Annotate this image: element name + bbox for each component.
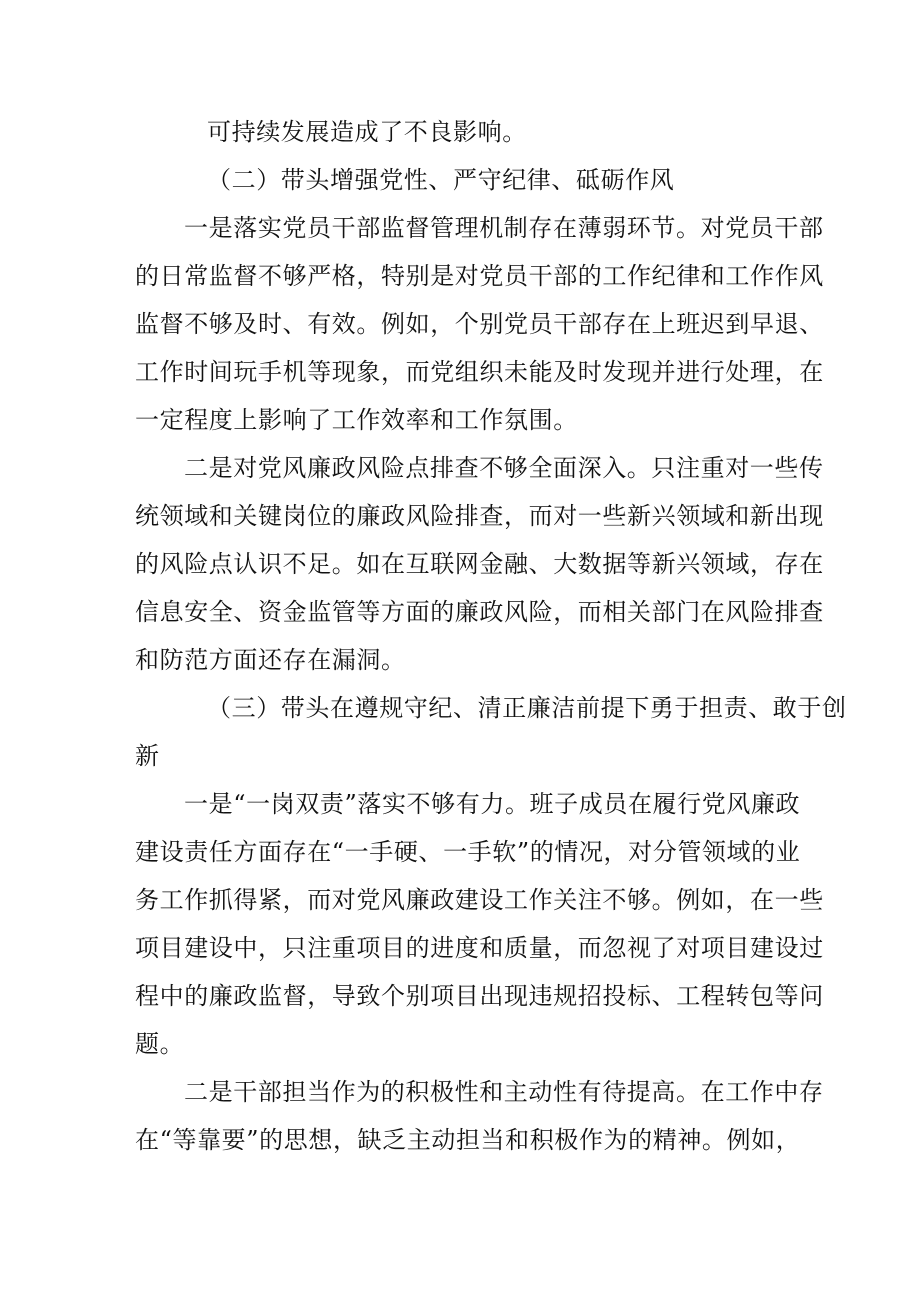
text-line: 和防范方面还存在漏洞。 [135,646,406,674]
text-line: 一定程度上影响了工作效率和工作氛围。 [135,406,578,434]
text-line: 的风险点认识不足。如在互联网金融、大数据等新兴领域，存在 [135,550,824,578]
text-line: 信息安全、资金监管等方面的廉政风险，而相关部门在风险排查 [135,598,824,626]
document-body [135,108,847,1164]
paragraph-first-line: 二是干部担当作为的积极性和主动性有待提高。在工作中存 [184,1078,824,1106]
text-line: 工作时间玩手机等现象，而党组织未能及时发现并进行处理，在 [135,358,824,386]
text-line: 新 [135,742,160,770]
text-line: 项目建设中，只注重项目的进度和质量，而忽视了对项目建设过 [135,934,824,962]
paragraph-first-line: 一是“一岗双责”落实不够有力。班子成员在履行党风廉政 [184,790,801,818]
text-line: 统领域和关键岗位的廉政风险排查，而对一些新兴领域和新出现 [135,502,824,530]
text-line: 的日常监督不够严格，特别是对党员干部的工作纪律和工作作风 [135,262,824,290]
text-line: 监督不够及时、有效。例如，个别党员干部存在上班迟到早退、 [135,310,824,338]
text-line: 可持续发展造成了不良影响。 [207,118,527,146]
text-line: 题。 [135,1030,185,1058]
text-line: 务工作抓得紧，而对党风廉政建设工作关注不够。例如，在一些 [135,886,824,914]
text-line: 建设责任方面存在“一手硬、一手软”的情况，对分管领域的业 [135,838,801,866]
paragraph-first-line: 二是对党风廉政风险点排查不够全面深入。只注重对一些传 [184,454,824,482]
section-heading-two: （二）带头增强党性、严守纪律、砥砺作风 [207,166,675,194]
paragraph-first-line: 一是落实党员干部监督管理机制存在薄弱环节。对党员干部 [184,214,824,242]
section-heading-three: （三）带头在遵规守纪、清正廉洁前提下勇于担责、敢于创 [207,694,847,722]
text-line: 程中的廉政监督，导致个别项目出现违规招投标、工程转包等问 [135,982,824,1010]
text-line: 在“等靠要”的思想，缺乏主动担当和积极作为的精神。例如， [135,1126,801,1154]
